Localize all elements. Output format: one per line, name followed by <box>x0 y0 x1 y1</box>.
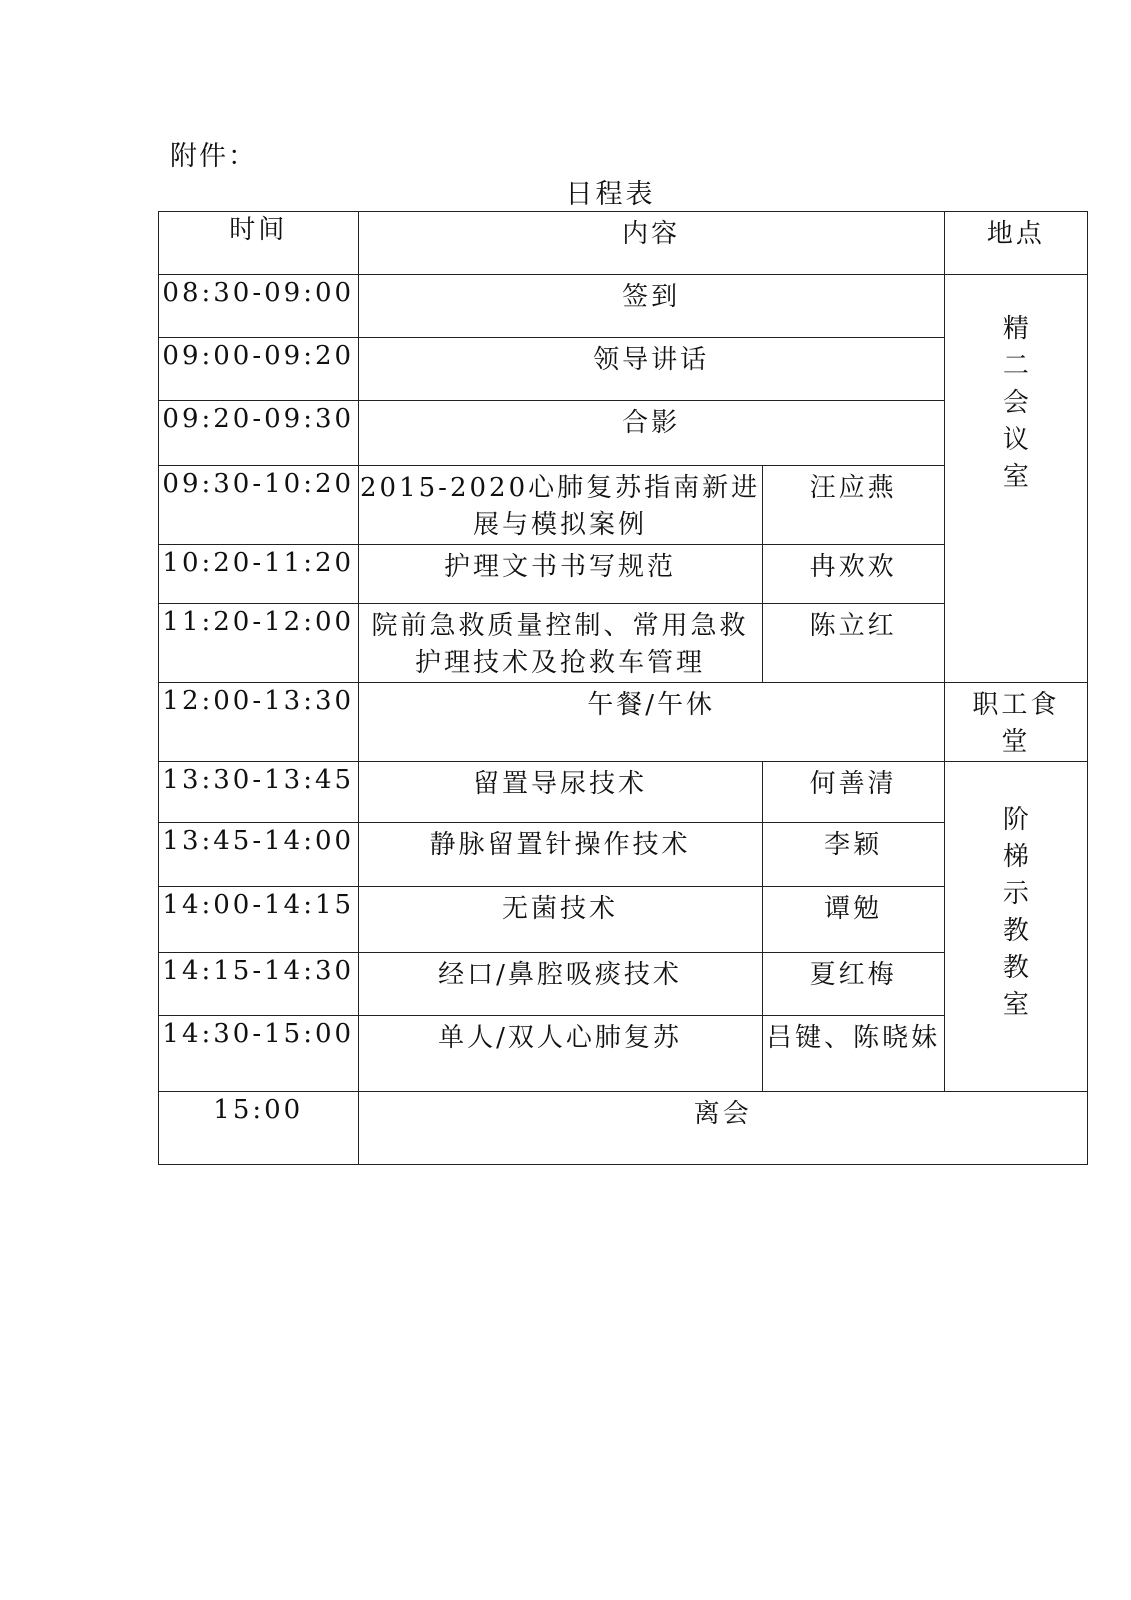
time-cell: 11:20-12:00 <box>159 604 359 683</box>
time-cell: 12:00-13:30 <box>159 683 359 762</box>
content-cell: 留置导尿技术 <box>358 762 762 823</box>
speaker-cell: 李颖 <box>762 823 944 887</box>
content-cell: 合影 <box>358 401 944 466</box>
speaker-cell: 陈立红 <box>762 604 944 683</box>
schedule-table <box>158 211 1088 1165</box>
content-cell: 静脉留置针操作技术 <box>358 823 762 887</box>
header-content: 内容 <box>358 212 944 275</box>
speaker-cell: 谭勉 <box>762 887 944 953</box>
time-cell: 09:00-09:20 <box>159 338 359 401</box>
location-text: 精二会议室 <box>1002 314 1029 492</box>
content-cell: 单人/双人心肺复苏 <box>358 1016 762 1092</box>
time-cell: 09:20-09:30 <box>159 401 359 466</box>
time-cell: 14:00-14:15 <box>159 887 359 953</box>
header-time: 时间 <box>159 212 359 275</box>
time-cell: 13:30-13:45 <box>159 762 359 823</box>
table-row <box>159 683 1088 762</box>
content-cell: 领导讲话 <box>358 338 944 401</box>
content-cell: 2015-2020心肺复苏指南新进展与模拟案例 <box>358 466 762 545</box>
content-cell: 经口/鼻腔吸痰技术 <box>358 953 762 1016</box>
time-cell: 13:45-14:00 <box>159 823 359 887</box>
location-cell-morning <box>944 275 1087 683</box>
location-cell-afternoon <box>944 762 1087 1092</box>
location-cell-canteen: 职工食堂 <box>944 683 1087 762</box>
speaker-cell: 吕键、陈晓妹 <box>762 1016 944 1092</box>
content-cell: 午餐/午休 <box>358 683 944 762</box>
time-cell: 15:00 <box>159 1092 359 1165</box>
speaker-cell: 冉欢欢 <box>762 545 944 604</box>
table-row <box>159 1092 1088 1165</box>
time-cell: 10:20-11:20 <box>159 545 359 604</box>
header-row <box>159 212 1088 275</box>
document-title: 日程表 <box>565 179 656 210</box>
time-cell: 14:30-15:00 <box>159 1016 359 1092</box>
speaker-cell: 夏红梅 <box>762 953 944 1016</box>
location-text: 阶梯示教教室 <box>1002 805 1029 1020</box>
attachment-label: 附件： <box>170 141 257 172</box>
content-cell: 签到 <box>358 275 944 338</box>
content-cell: 院前急救质量控制、常用急救护理技术及抢救车管理 <box>358 604 762 683</box>
speaker-cell: 汪应燕 <box>762 466 944 545</box>
content-cell: 离会 <box>358 1092 1088 1165</box>
time-cell: 09:30-10:20 <box>159 466 359 545</box>
content-cell: 护理文书书写规范 <box>358 545 762 604</box>
header-location: 地点 <box>944 212 1087 275</box>
table-row <box>159 762 1088 823</box>
time-cell: 08:30-09:00 <box>159 275 359 338</box>
content-cell: 无菌技术 <box>358 887 762 953</box>
speaker-cell: 何善清 <box>762 762 944 823</box>
table-row <box>159 275 1088 338</box>
time-cell: 14:15-14:30 <box>159 953 359 1016</box>
